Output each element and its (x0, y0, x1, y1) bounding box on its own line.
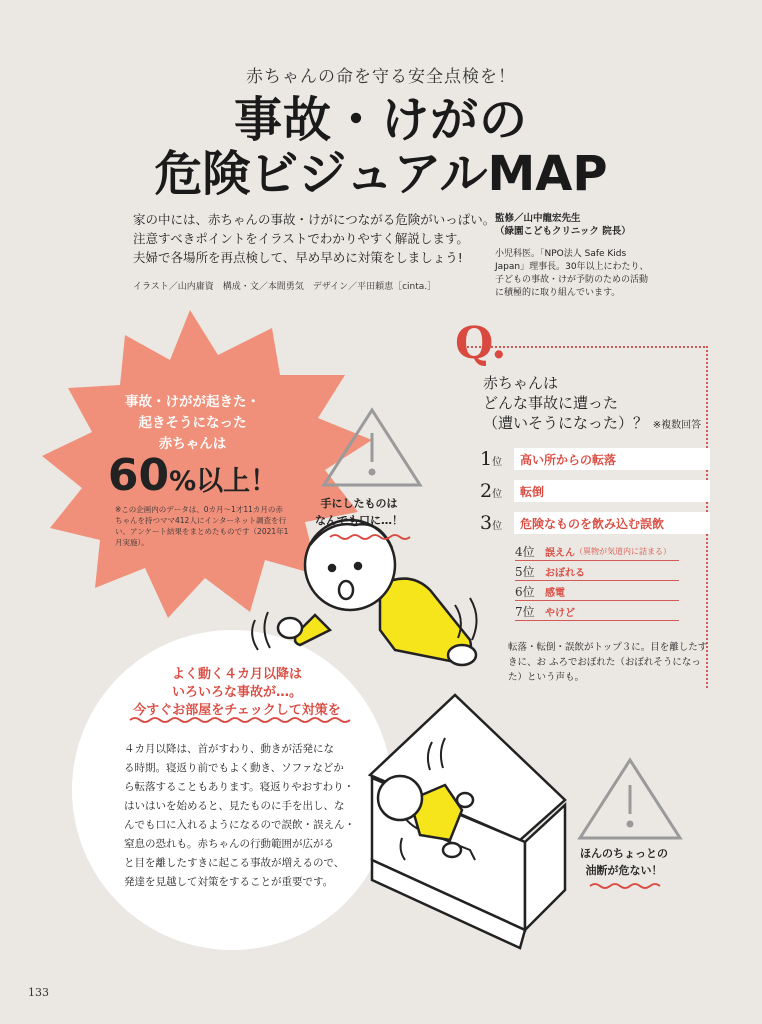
burst-heading (0, 392, 385, 455)
rank-row (480, 480, 710, 502)
rank-row-small (515, 542, 679, 561)
burst-line: 起きそうになった (138, 415, 247, 431)
bubble-line: 油断が危ない！ (585, 864, 663, 877)
rank-number: 2位 (480, 480, 503, 502)
circle-body-line: 発達を見越して対策をすることが重要です。 (124, 876, 334, 888)
circle-body-text (124, 740, 360, 892)
question-line: （遭いそうになった）？ (483, 414, 649, 432)
circle-body-line: と目を離したすきに起こる事故が増えるので、 (124, 857, 345, 869)
rank-label: 危険なものを飲み込む誤飲 (514, 512, 710, 534)
question-footer: 転落・転倒・誤飲がトップ３に。目を離したすきに、お ふろでおぼれた（おぼれそうになった）という声も。 (508, 642, 708, 683)
page-subtitle: 赤ちゃんの命を守る安全点検を！ (246, 67, 516, 87)
rank-row-small (515, 602, 679, 621)
page-title-line1: 事故・けがの (233, 92, 528, 148)
stat-suffix: %以上！ (169, 466, 278, 497)
intro-line: 夫婦で各場所を再点検して、早め早めに対策をしましょう! (133, 250, 463, 265)
wavy-underline (590, 884, 660, 888)
rank-label: 転倒 (514, 480, 710, 502)
question-text (483, 373, 701, 436)
rank-number: 6位 (515, 584, 535, 599)
supervisor-affiliation: （緑園こどもクリニック 院長） (495, 226, 631, 237)
rank-note: （異物が気道内に詰まる） (575, 546, 671, 556)
rank-row-small (515, 562, 679, 581)
rank-label: おぼれる (545, 567, 585, 579)
intro-text (133, 210, 496, 267)
circle-heading-line: 今すぐお部屋をチェックして対策を (133, 703, 341, 718)
bubble-line: なんでも口に…！ (315, 514, 403, 527)
circle-heading-line: よく動く４カ月以降は (171, 667, 302, 682)
warning-triangle-icon (580, 760, 680, 838)
rank-number: 3位 (480, 512, 503, 534)
supervisor-block (495, 212, 655, 300)
page-number: 133 (28, 986, 49, 999)
circle-body-line: る時期。寝返り前でもよく動き、ソファなどか (124, 762, 344, 774)
stat-number: 60 (107, 450, 170, 501)
survey-note: ※この企画内のデータは、0カ月〜1才11カ月の赤ちゃんを持つママ412人にインターネット調査を行い、アンケート結果をまとめたものです（2021年1月実施）。 (115, 505, 289, 547)
question-note: ※複数回答 (652, 420, 702, 431)
supervisor-bio: 小児科医。「NPO法人 Safe Kids Japan」理事長。30年以上にわたり、子どもの事故・けが予防のための活動に積極的に取り組んでいます。 (495, 249, 649, 298)
page-title-line2: 危険ビジュアルMAP (154, 146, 608, 202)
circle-heading-line: いろいろな事故が…。 (171, 685, 302, 700)
circle-body-line: はいはいを始めると、見たものに手を出し、な (124, 800, 345, 812)
sofa-illustration (370, 695, 565, 948)
intro-line: 注意すべきポイントをイラストでわかりやすく解説します。 (133, 231, 469, 246)
rank-number: 7位 (515, 604, 535, 619)
circle-body-line: ら転落することもあります。寝返りやおすわり・ (124, 781, 355, 793)
circle-body-line: ４カ月以降は、首がすわり、動きが活発にな (124, 743, 334, 755)
bubble-careless (580, 845, 668, 879)
rank-number: 4位 (515, 544, 535, 559)
burst-line: 赤ちゃんは (158, 436, 227, 452)
supervisor-name: 監修／山中龍宏先生 (495, 213, 581, 224)
intro-line: 家の中には、赤ちゃんの事故・けがにつながる危険がいっぱい。 (133, 212, 496, 227)
rank-number: 1位 (480, 448, 503, 470)
q-letter: Q. (455, 318, 507, 369)
circle-body-line: 窒息の恐れも。赤ちゃんの行動範囲が広がる (124, 838, 334, 850)
question-line: どんな事故に遭った (483, 394, 619, 412)
circle-body-line: んでも口に入れるようになるので誤飲・誤えん・ (124, 819, 355, 831)
rank-label: 高い所からの転落 (514, 448, 710, 470)
credits: イラスト／山内庸資 構成・文／本間勇気 デザイン／平田頼恵［cinta.］ (133, 282, 437, 292)
bubble-mouth (315, 495, 403, 529)
rank-label: 誤えん (545, 547, 575, 559)
circle-heading (72, 666, 402, 720)
rank-row (480, 448, 710, 470)
bubble-line: ほんのちょっとの (580, 847, 668, 860)
rank-label: 感電 (545, 587, 565, 599)
bubble-line: 手にしたものは (320, 497, 398, 510)
rank-row-small (515, 582, 679, 601)
question-line: 赤ちゃんは (483, 374, 559, 392)
burst-statistic (0, 450, 385, 501)
rank-number: 5位 (515, 564, 535, 579)
rank-row (480, 512, 710, 534)
rank-label: やけど (545, 607, 575, 619)
burst-line: 事故・けがが起きた・ (125, 394, 260, 410)
